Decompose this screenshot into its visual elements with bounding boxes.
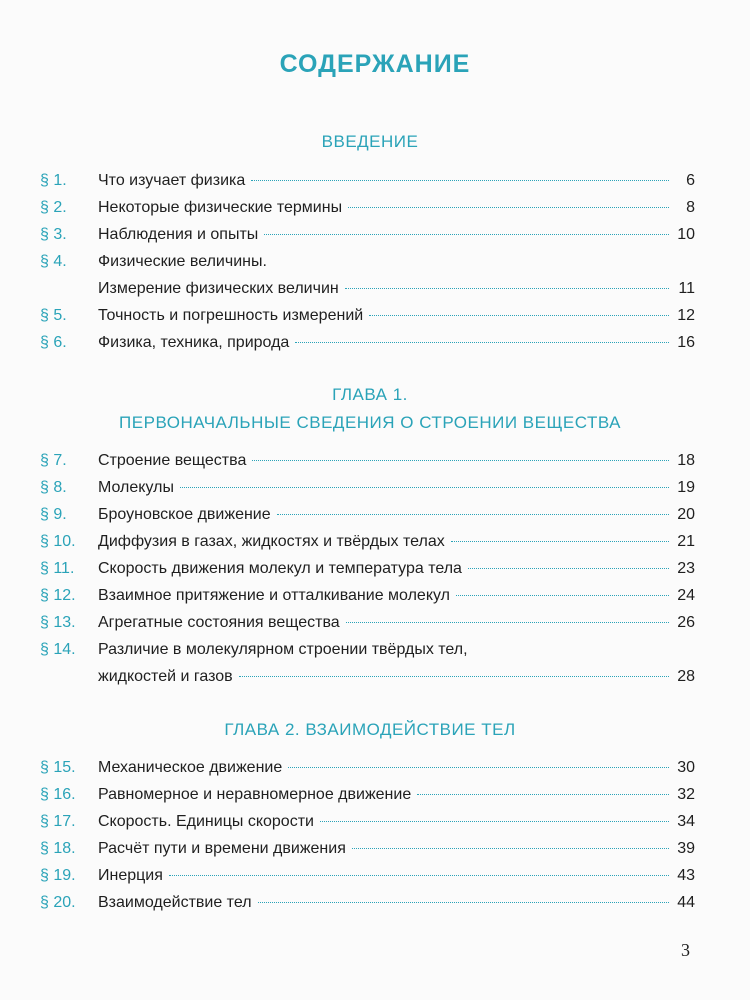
entry-page-number: 23 [677, 560, 695, 577]
section-number: § 14. [40, 641, 76, 658]
toc-entry [40, 452, 695, 476]
entry-title: Различие в молекулярном строении твёрдых тел, [98, 641, 468, 658]
section-number: § 12. [40, 587, 76, 604]
toc-entry [40, 334, 695, 358]
section-heading: ГЛАВА 2. ВЗАИМОДЕЙСТВИЕ ТЕЛ [224, 720, 516, 739]
entry-title: Взаимодействие тел [98, 894, 252, 911]
toc-entry [40, 226, 695, 250]
dot-leader [346, 621, 669, 623]
section-heading: ВВЕДЕНИЕ [321, 132, 419, 151]
entry-title: жидкостей и газов [98, 668, 233, 685]
section-number: § 13. [40, 614, 76, 631]
toc-entry [40, 253, 695, 277]
toc-entry [40, 813, 695, 837]
dot-leader [264, 233, 669, 235]
entry-page-number: 30 [677, 759, 695, 776]
entry-title: Броуновское движение [98, 506, 271, 523]
entry-title: Молекулы [98, 479, 174, 496]
dot-leader [239, 675, 669, 677]
section-number: § 2. [40, 199, 67, 216]
entry-title: Что изучает физика [98, 172, 246, 189]
page-number: 3 [681, 940, 690, 960]
dot-leader [251, 179, 669, 181]
section-heading: ПЕРВОНАЧАЛЬНЫЕ СВЕДЕНИЯ О СТРОЕНИИ ВЕЩЕСТВА [119, 413, 621, 432]
entry-title: Равномерное и неравномерное движение [98, 786, 412, 803]
toc-entry [40, 560, 695, 584]
entry-page-number: 26 [677, 614, 695, 631]
toc-entry [40, 759, 695, 783]
entry-title: Физические величины. [98, 253, 267, 270]
section-number: § 15. [40, 759, 76, 776]
entry-page-number: 20 [677, 506, 695, 523]
entry-title: Взаимное притяжение и отталкивание молекул [98, 587, 450, 604]
entry-page-number: 19 [677, 479, 695, 496]
dot-leader [180, 486, 669, 488]
dot-leader [345, 287, 669, 289]
dot-leader [295, 341, 669, 343]
dot-leader [277, 513, 669, 515]
entry-page-number: 6 [686, 172, 695, 189]
entry-title: Строение вещества [98, 452, 247, 469]
section-number: § 3. [40, 226, 67, 243]
entry-title: Механическое движение [98, 759, 283, 776]
entry-page-number: 43 [677, 867, 695, 884]
entry-title: Физика, техника, природа [98, 334, 290, 351]
section-heading: ГЛАВА 1. [332, 385, 408, 404]
toc-entry [40, 840, 695, 864]
toc-entry [40, 533, 695, 557]
toc-entry [40, 641, 695, 665]
section-number: § 20. [40, 894, 76, 911]
toc-entry [40, 172, 695, 196]
section-number: § 16. [40, 786, 76, 803]
section-number: § 18. [40, 840, 76, 857]
toc-entry [40, 587, 695, 611]
entry-title: Скорость. Единицы скорости [98, 813, 314, 830]
section-number: § 11. [40, 560, 75, 577]
entry-page-number: 34 [677, 813, 695, 830]
entry-title: Диффузия в газах, жидкостях и твёрдых телах [98, 533, 445, 550]
dot-leader [369, 314, 669, 316]
dot-leader [320, 820, 669, 822]
entry-title: Инерция [98, 867, 163, 884]
entry-page-number: 18 [677, 452, 695, 469]
section-number: § 8. [40, 479, 67, 496]
entry-title: Агрегатные состояния вещества [98, 614, 340, 631]
entry-page-number: 11 [678, 280, 695, 297]
toc-entry [40, 614, 695, 638]
toc-entry [40, 307, 695, 331]
section-number: § 5. [40, 307, 67, 324]
toc-entry [40, 867, 695, 891]
dot-leader [169, 874, 669, 876]
toc-entry [40, 280, 695, 304]
dot-leader [258, 901, 669, 903]
dot-leader [252, 459, 669, 461]
section-number: § 1. [40, 172, 67, 189]
entry-page-number: 12 [677, 307, 695, 324]
entry-page-number: 16 [677, 334, 695, 351]
entry-page-number: 24 [677, 587, 695, 604]
section-number: § 10. [40, 533, 76, 550]
toc-entry [40, 479, 695, 503]
dot-leader [451, 540, 669, 542]
dot-leader [348, 206, 669, 208]
entry-title: Скорость движения молекул и температура тела [98, 560, 462, 577]
toc-entry [40, 506, 695, 530]
entry-title: Наблюдения и опыты [98, 226, 259, 243]
toc-entry [40, 668, 695, 692]
entry-page-number: 10 [677, 226, 695, 243]
toc-entry [40, 786, 695, 810]
entry-title: Расчёт пути и времени движения [98, 840, 346, 857]
entry-title: Измерение физических величин [98, 280, 339, 297]
section-number: § 4. [40, 253, 67, 270]
dot-leader [468, 567, 669, 569]
entry-page-number: 44 [677, 894, 695, 911]
dot-leader [352, 847, 669, 849]
toc-entry [40, 894, 695, 918]
entry-title: Точность и погрешность измерений [98, 307, 364, 324]
entry-page-number: 28 [677, 668, 695, 685]
section-number: § 9. [40, 506, 67, 523]
section-number: § 17. [40, 813, 76, 830]
section-number: § 19. [40, 867, 76, 884]
section-number: § 7. [40, 452, 67, 469]
section-number: § 6. [40, 334, 67, 351]
entry-page-number: 32 [677, 786, 695, 803]
entry-title: Некоторые физические термины [98, 199, 343, 216]
toc-entry [40, 199, 695, 223]
dot-leader [288, 766, 669, 768]
dot-leader [417, 793, 669, 795]
entry-page-number: 21 [677, 533, 695, 550]
entry-page-number: 39 [677, 840, 695, 857]
entry-page-number: 8 [686, 199, 695, 216]
page-title: СОДЕРЖАНИЕ [279, 50, 471, 78]
dot-leader [456, 594, 669, 596]
